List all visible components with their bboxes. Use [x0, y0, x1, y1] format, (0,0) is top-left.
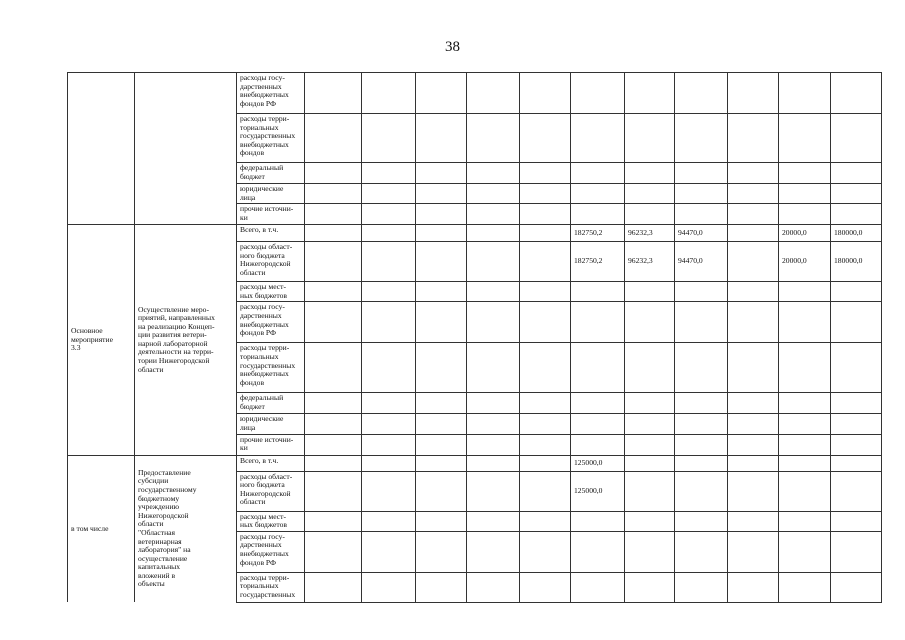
value-cell	[831, 414, 882, 434]
value-cell	[831, 531, 882, 572]
value-cell	[520, 343, 571, 393]
value-cell	[728, 204, 779, 225]
value-cell	[675, 471, 728, 511]
value-cell	[831, 114, 882, 163]
funding-source-cell: расходы мест- ных бюджетов	[237, 282, 305, 302]
value-cell	[571, 302, 625, 343]
value-cell	[467, 455, 520, 471]
value-cell	[305, 343, 362, 393]
value-cell	[831, 73, 882, 114]
value-cell	[520, 434, 571, 455]
value-cell	[467, 114, 520, 163]
value-cell	[416, 302, 467, 343]
value-cell	[779, 282, 831, 302]
funding-source-cell: Всего, в т.ч.	[237, 225, 305, 242]
value-cell	[305, 204, 362, 225]
value-cell	[305, 73, 362, 114]
value-cell	[571, 204, 625, 225]
value-cell	[625, 184, 675, 204]
funding-source-cell: расходы госу- дарственных внебюджетных фондов РФ	[237, 531, 305, 572]
value-cell	[779, 184, 831, 204]
value-cell	[625, 302, 675, 343]
value-cell	[467, 434, 520, 455]
value-cell	[571, 511, 625, 531]
value-cell	[362, 163, 416, 184]
value-cell	[831, 163, 882, 184]
value-cell	[779, 73, 831, 114]
table-row	[68, 73, 882, 114]
value-cell	[728, 414, 779, 434]
value-cell	[625, 572, 675, 602]
status-cell: в том числе	[68, 455, 135, 602]
value-cell	[779, 302, 831, 343]
value-cell	[779, 204, 831, 225]
value-cell	[362, 225, 416, 242]
value-cell: 94470,0	[675, 225, 728, 242]
value-cell	[362, 302, 416, 343]
value-cell	[571, 184, 625, 204]
value-cell	[467, 302, 520, 343]
value-cell	[675, 393, 728, 414]
value-cell	[467, 73, 520, 114]
value-cell: 20000,0	[779, 225, 831, 242]
value-cell	[831, 455, 882, 471]
value-cell	[728, 455, 779, 471]
value-cell	[831, 204, 882, 225]
value-cell	[831, 343, 882, 393]
program-name-cell: Осуществление меро- приятий, направленных на реализацию Концеп- ции развития ветери- нарной лабораторной деятельности на терри- тории Нижегородской области	[135, 225, 237, 455]
value-cell	[362, 455, 416, 471]
value-cell	[675, 163, 728, 184]
value-cell	[520, 242, 571, 282]
value-cell	[305, 302, 362, 343]
value-cell	[362, 343, 416, 393]
value-cell: 125000,0	[571, 455, 625, 471]
funding-source-cell: расходы мест- ных бюджетов	[237, 511, 305, 531]
value-cell	[625, 393, 675, 414]
value-cell	[467, 414, 520, 434]
value-cell	[520, 572, 571, 602]
value-cell	[728, 471, 779, 511]
value-cell	[779, 471, 831, 511]
value-cell	[520, 302, 571, 343]
value-cell	[728, 302, 779, 343]
value-cell	[467, 511, 520, 531]
value-cell	[362, 204, 416, 225]
value-cell	[416, 511, 467, 531]
value-cell	[520, 114, 571, 163]
value-cell	[571, 531, 625, 572]
value-cell	[779, 531, 831, 572]
funding-source-cell: юридические лица	[237, 414, 305, 434]
value-cell	[305, 434, 362, 455]
value-cell	[779, 414, 831, 434]
table-row	[68, 455, 882, 471]
value-cell	[416, 184, 467, 204]
value-cell	[520, 414, 571, 434]
funding-source-cell: федеральный бюджет	[237, 163, 305, 184]
value-cell	[831, 511, 882, 531]
funding-source-cell: прочие источни- ки	[237, 204, 305, 225]
value-cell	[362, 531, 416, 572]
value-cell	[831, 282, 882, 302]
value-cell	[305, 242, 362, 282]
value-cell	[728, 282, 779, 302]
value-cell	[728, 393, 779, 414]
value-cell	[362, 471, 416, 511]
value-cell	[571, 393, 625, 414]
value-cell	[675, 282, 728, 302]
value-cell	[305, 572, 362, 602]
value-cell	[305, 225, 362, 242]
value-cell	[305, 414, 362, 434]
value-cell	[305, 163, 362, 184]
value-cell	[467, 471, 520, 511]
value-cell	[416, 471, 467, 511]
value-cell	[728, 511, 779, 531]
value-cell	[305, 114, 362, 163]
value-cell	[625, 414, 675, 434]
value-cell: 20000,0	[779, 242, 831, 282]
funding-source-cell: расходы терри- ториальных государственных внебюджетных фондов	[237, 343, 305, 393]
value-cell	[625, 343, 675, 393]
value-cell	[467, 572, 520, 602]
value-cell	[831, 184, 882, 204]
value-cell	[779, 114, 831, 163]
page-number: 38	[445, 39, 460, 55]
value-cell	[675, 434, 728, 455]
value-cell	[520, 471, 571, 511]
value-cell	[625, 282, 675, 302]
value-cell	[625, 531, 675, 572]
value-cell: 180000,0	[831, 225, 882, 242]
value-cell	[305, 282, 362, 302]
value-cell	[675, 455, 728, 471]
value-cell	[728, 163, 779, 184]
value-cell	[416, 531, 467, 572]
value-cell	[831, 302, 882, 343]
value-cell	[625, 455, 675, 471]
value-cell	[520, 393, 571, 414]
value-cell	[416, 343, 467, 393]
value-cell	[467, 242, 520, 282]
value-cell	[305, 455, 362, 471]
value-cell	[467, 531, 520, 572]
value-cell	[571, 114, 625, 163]
program-name-cell	[135, 73, 237, 225]
funding-source-cell: расходы област- ного бюджета Нижегородской области	[237, 242, 305, 282]
value-cell	[416, 204, 467, 225]
value-cell	[675, 73, 728, 114]
value-cell	[305, 531, 362, 572]
value-cell	[571, 572, 625, 602]
value-cell	[416, 225, 467, 242]
value-cell	[362, 414, 416, 434]
value-cell	[571, 434, 625, 455]
value-cell	[416, 414, 467, 434]
value-cell	[362, 511, 416, 531]
funding-source-cell: прочие источни- ки	[237, 434, 305, 455]
value-cell: 180000,0	[831, 242, 882, 282]
value-cell	[779, 393, 831, 414]
value-cell	[625, 163, 675, 184]
value-cell	[467, 225, 520, 242]
value-cell	[625, 204, 675, 225]
value-cell	[305, 393, 362, 414]
value-cell	[675, 302, 728, 343]
value-cell	[467, 184, 520, 204]
value-cell: 94470,0	[675, 242, 728, 282]
funding-source-cell: Всего, в т.ч.	[237, 455, 305, 471]
value-cell	[520, 531, 571, 572]
value-cell	[728, 225, 779, 242]
value-cell	[520, 225, 571, 242]
value-cell	[305, 471, 362, 511]
value-cell	[520, 163, 571, 184]
value-cell	[467, 282, 520, 302]
value-cell	[362, 242, 416, 282]
value-cell	[362, 393, 416, 414]
value-cell	[675, 114, 728, 163]
value-cell	[571, 73, 625, 114]
value-cell	[520, 184, 571, 204]
program-name-cell: Предоставление субсидии государственному бюджетному учреждению Нижегородской области "Областная ветеринарная лаборатория" на осуществление капитальных вложений в объекты	[135, 455, 237, 602]
value-cell	[675, 511, 728, 531]
value-cell: 96232,3	[625, 225, 675, 242]
value-cell: 182750,2	[571, 225, 625, 242]
value-cell	[520, 73, 571, 114]
value-cell	[467, 163, 520, 184]
value-cell: 182750,2	[571, 242, 625, 282]
value-cell	[728, 531, 779, 572]
value-cell	[831, 393, 882, 414]
value-cell	[675, 414, 728, 434]
value-cell	[416, 455, 467, 471]
status-cell	[68, 73, 135, 225]
value-cell	[779, 455, 831, 471]
value-cell	[520, 455, 571, 471]
value-cell	[728, 343, 779, 393]
value-cell	[625, 434, 675, 455]
value-cell	[831, 572, 882, 602]
value-cell	[728, 242, 779, 282]
value-cell	[625, 511, 675, 531]
value-cell	[467, 393, 520, 414]
funding-source-cell: расходы област- ного бюджета Нижегородской области	[237, 471, 305, 511]
value-cell	[362, 572, 416, 602]
value-cell	[416, 114, 467, 163]
funding-source-cell: юридические лица	[237, 184, 305, 204]
value-cell	[831, 434, 882, 455]
value-cell	[779, 163, 831, 184]
funding-source-cell: федеральный бюджет	[237, 393, 305, 414]
status-cell: Основное мероприятие 3.3	[68, 225, 135, 455]
value-cell	[831, 471, 882, 511]
value-cell	[571, 163, 625, 184]
value-cell	[779, 343, 831, 393]
value-cell	[675, 343, 728, 393]
value-cell	[625, 73, 675, 114]
value-cell: 125000,0	[571, 471, 625, 511]
value-cell	[305, 511, 362, 531]
funding-source-cell: расходы терри- ториальных государственных	[237, 572, 305, 602]
value-cell	[362, 434, 416, 455]
value-cell	[362, 184, 416, 204]
value-cell	[416, 163, 467, 184]
value-cell	[728, 184, 779, 204]
value-cell	[520, 282, 571, 302]
value-cell	[571, 282, 625, 302]
value-cell	[779, 511, 831, 531]
value-cell	[728, 434, 779, 455]
value-cell	[625, 471, 675, 511]
funding-source-cell: расходы госу- дарственных внебюджетных фондов РФ	[237, 302, 305, 343]
value-cell	[416, 73, 467, 114]
value-cell	[416, 572, 467, 602]
value-cell	[728, 572, 779, 602]
funding-source-cell: расходы госу- дарственных внебюджетных фондов РФ	[237, 73, 305, 114]
value-cell	[571, 414, 625, 434]
value-cell	[779, 434, 831, 455]
value-cell	[728, 73, 779, 114]
value-cell	[362, 114, 416, 163]
funding-source-cell: расходы терри- ториальных государственных внебюджетных фондов	[237, 114, 305, 163]
value-cell	[675, 572, 728, 602]
value-cell	[305, 184, 362, 204]
value-cell	[520, 511, 571, 531]
value-cell	[779, 572, 831, 602]
budget-table	[67, 72, 882, 603]
value-cell	[467, 343, 520, 393]
value-cell	[675, 184, 728, 204]
value-cell	[416, 282, 467, 302]
value-cell	[728, 114, 779, 163]
value-cell: 96232,3	[625, 242, 675, 282]
table-row	[68, 225, 882, 242]
value-cell	[362, 282, 416, 302]
value-cell	[675, 531, 728, 572]
value-cell	[416, 393, 467, 414]
value-cell	[625, 114, 675, 163]
value-cell	[416, 242, 467, 282]
value-cell	[520, 204, 571, 225]
value-cell	[362, 73, 416, 114]
table-body	[68, 73, 882, 603]
value-cell	[467, 204, 520, 225]
value-cell	[675, 204, 728, 225]
value-cell	[416, 434, 467, 455]
value-cell	[571, 343, 625, 393]
